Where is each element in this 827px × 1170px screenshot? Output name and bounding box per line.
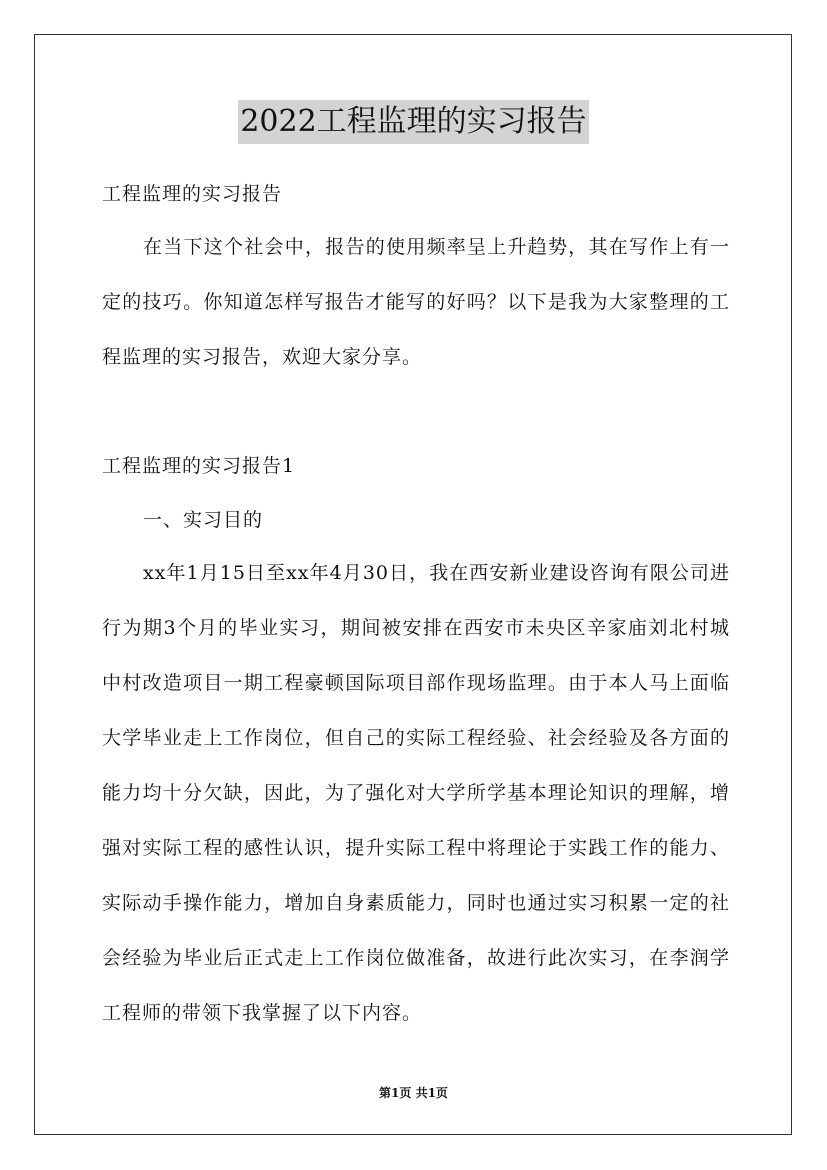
- document-title: 2022工程监理的实习报告: [238, 100, 588, 144]
- intro-paragraph: 在当下这个社会中，报告的使用频率呈上升趋势，其在写作上有一定的技巧。你知道怎样写报告才能写的好吗？以下是我为大家整理的工程监理的实习报告，欢迎大家分享。: [102, 236, 730, 368]
- document-subtitle: 工程监理的实习报告: [102, 183, 283, 205]
- page-footer: 第1页 共1页: [379, 1086, 448, 1100]
- section-title: 工程监理的实习报告1: [102, 455, 296, 477]
- body-paragraph: xx年1月15日至xx年4月30日，我在西安新业建设咨询有限公司进行为期3个月的毕业实习，期间被安排在西安市未央区辛家庙刘北村城中村改造项目一期工程豪顿国际项目部作现场监理。由于本人马上面临大学毕业走上工作岗位，但自己的实际工程经验、社会经验及各方面的能力均十分欠缺，因此，为了强化对大学所学基本理论知识的理解，增强对实际工程的感性认识，提升实际工程中将理论于实践工作的能力、实际动手操作能力，增加自身素质能力，同时也通过实习积累一定的社会经验为毕业后正式走上工作岗位做准备，故进行此次实习，在李润学工程师的带领下我掌握了以下内容。: [102, 562, 730, 1024]
- title-container: [0, 100, 827, 144]
- subsection-title: 一、实习目的: [143, 509, 264, 531]
